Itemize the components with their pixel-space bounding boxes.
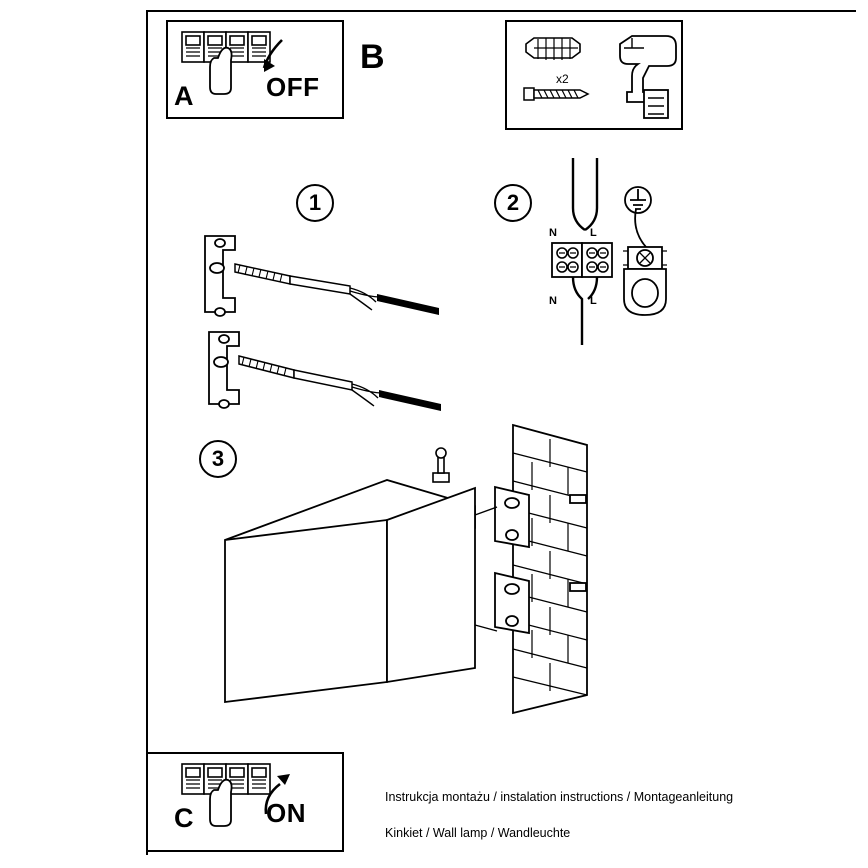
attach-shade-illustration bbox=[215, 425, 615, 715]
step-3-badge: 3 bbox=[199, 440, 237, 478]
footer-instructions bbox=[385, 770, 733, 861]
footer-line-1: Instrukcja montażu / instalation instructions / Montageanleitung bbox=[385, 790, 734, 805]
tool-quantity-label: x2 bbox=[556, 72, 569, 86]
circuit-breaker-switch-icon bbox=[178, 28, 308, 98]
screw-icon bbox=[520, 82, 600, 106]
box-c-state-label: ON bbox=[266, 798, 306, 828]
wall-plug-icon bbox=[520, 32, 590, 66]
box-c-letter: C bbox=[174, 803, 194, 833]
wire-connector-icon bbox=[614, 205, 676, 335]
step-1-badge: 1 bbox=[296, 184, 334, 222]
mount-brackets-step-illustration bbox=[195, 228, 485, 418]
terminal-label-l-top: L bbox=[590, 227, 597, 239]
box-a-letter: A bbox=[174, 81, 194, 111]
step-2-badge: 2 bbox=[494, 184, 532, 222]
frame-left-line bbox=[146, 10, 148, 855]
footer-line-2: Kinkiet / Wall lamp / Wandleuchte bbox=[385, 826, 571, 841]
box-a-state-label: OFF bbox=[266, 72, 320, 102]
power-drill-icon bbox=[614, 28, 686, 126]
circuit-breaker-switch-icon bbox=[178, 760, 308, 830]
frame-top-line bbox=[146, 10, 856, 12]
terminal-label-l-bottom: L bbox=[590, 295, 597, 307]
box-b-letter: B bbox=[360, 38, 385, 76]
terminal-label-n-bottom: N bbox=[549, 295, 557, 307]
terminal-label-n-top: N bbox=[549, 227, 557, 239]
